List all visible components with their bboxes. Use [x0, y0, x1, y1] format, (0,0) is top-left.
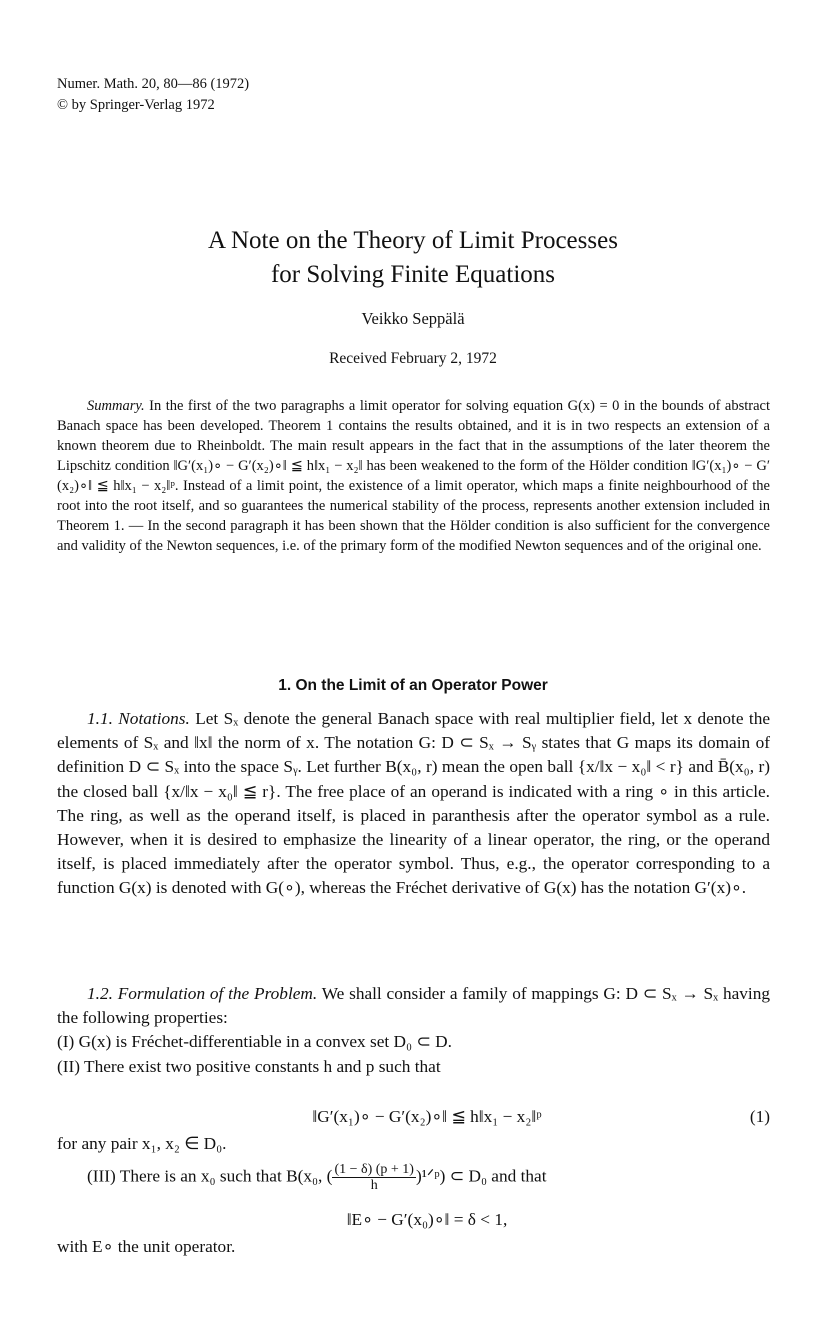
paragraph-1-2 — [57, 982, 770, 1079]
title-line-1: A Note on the Theory of Limit Processes — [208, 227, 618, 254]
p11-label: 1.1. Notations. — [87, 709, 190, 728]
copyright: © by Springer-Verlag 1972 — [57, 97, 215, 113]
summary-text: In the first of the two paragraphs a limit operator for solving equation G(x) = 0 in the bounds of abstract Banach space has been developed. Theorem 1 contains the results obtained, and it is in two respects an extension of a known theorem due to Rheinboldt. The main result appears in the fact that in the assumptions of the later theorem the Lipschitz condition ‖G′(x₁)∘ − G′(x₂)∘‖ ≦ h‖x₁ − x₂‖ has been weakened to the form of the Hölder condition ‖G′(x₁)∘ − G′(x₂)∘‖ ≦ h‖x₁ − x₂‖ᵖ. Instead of a limit point, the existence of a limit operator, which maps a finite neighbourhood of the root into the root itself, and so guarantees the numerical stability of the process, represents another extension included in Theorem 1. — In the second paragraph it has been shown that the Hölder condition is also sufficient for the convergence and validity of the Newton sequences, i.e. of the primary form of the modified Newton sequences and of the original one. — [57, 398, 770, 554]
section-heading: 1. On the Limit of an Operator Power — [278, 677, 548, 694]
summary — [57, 396, 770, 556]
p12-text: We shall consider a family of mappings G: D ⊂ Sₓ → Sₓ having the following properties: — [57, 984, 770, 1028]
equation-1: ‖G′(x₁)∘ − G′(x₂)∘‖ ≦ h‖x₁ − x₂‖ᵖ — [312, 1107, 542, 1126]
p12-label: 1.2. Formulation of the Problem. — [87, 984, 318, 1003]
unit-operator-line: with E∘ the unit operator. — [57, 1237, 236, 1256]
citation: Numer. Math. 20, 80—86 (1972) — [57, 76, 250, 92]
condition-2: (II) There exist two positive constants h and p such that — [57, 1056, 441, 1076]
condition-3 — [87, 1162, 547, 1193]
summary-label: Summary. — [87, 398, 145, 414]
received-date: Received February 2, 1972 — [329, 350, 497, 367]
article-title — [0, 224, 826, 292]
title-line-2: for Solving Finite Equations — [270, 261, 556, 288]
cond3-numerator: (1 − δ) (p + 1) — [334, 1162, 414, 1177]
author: Veikko Seppälä — [361, 309, 465, 328]
p11-text: Let Sₓ denote the general Banach space with real multiplier field, let x denote the elements of Sₓ and ‖x‖ the norm of x. The notation G: D ⊂ Sₓ → Sᵧ states that G maps its domain of definition D ⊂ Sₓ into the space Sᵧ. Let further B(x₀, r) mean the open ball {x/‖x − x₀‖ < r} and B̄(x₀, r) the closed ball {x/‖x − x₀‖ ≦ r}. The free place of an operand is indicated with a ring ∘ in this article. The ring, as well as the operand itself, is placed in paranthesis after the operator symbol as a rule. However, when it is desired to emphasize the linearity of a linear operator, the ring, or the operand itself, is placed immediately after the operator symbol. Thus, e.g., the operator corresponding to a function G(x) is denoted with G(∘), whereas the Fréchet derivative of G(x) has the notation G′(x)∘. — [57, 709, 770, 898]
equation-1-number: (1) — [749, 1107, 770, 1126]
cond3-post: )¹ᐟᵖ) ⊂ D₀ and that — [415, 1166, 547, 1186]
paragraph-1-1 — [57, 707, 770, 901]
condition-1: (I) G(x) is Fréchet-differentiable in a convex set D₀ ⊂ D. — [57, 1032, 452, 1052]
journal-header — [57, 74, 249, 116]
for-any-pair: for any pair x₁, x₂ ∈ D₀. — [57, 1134, 227, 1153]
cond3-denominator: h — [370, 1178, 378, 1193]
equation-2: ‖E∘ − G′(x₀)∘‖ = δ < 1, — [346, 1210, 508, 1229]
cond3-fraction — [332, 1162, 416, 1193]
cond3-pre: (III) There is an x₀ such that B(x₀, ( — [87, 1166, 333, 1186]
